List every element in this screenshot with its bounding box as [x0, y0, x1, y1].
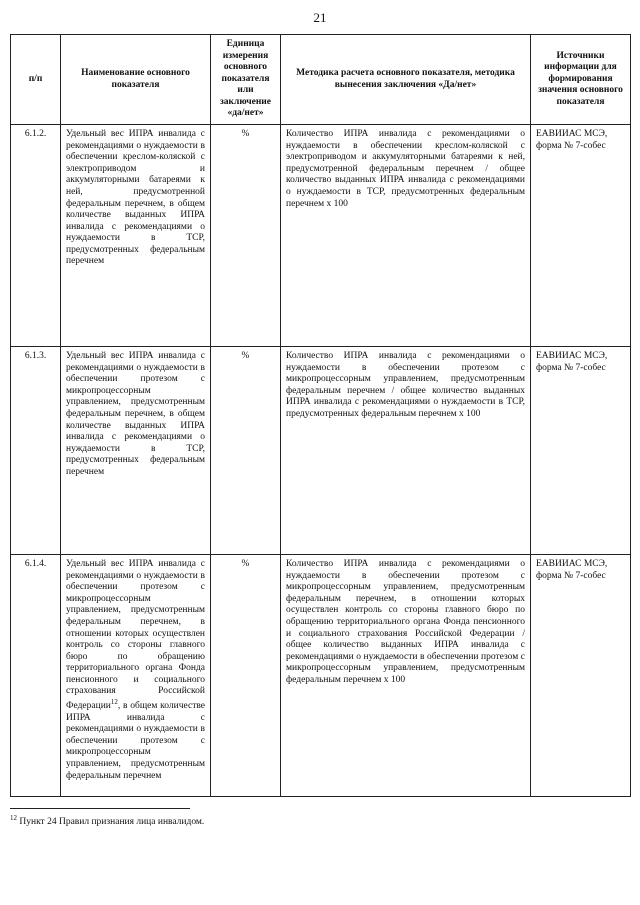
- indicator-name: Удельный вес ИПРА инвалида с рекомендациями о нуждаемости в обеспечении креслом-коляской с электроприводом и аккумуляторными батареями к ней, предусмотренной федеральным перечнем, в общем количестве выданных ИПРА инвалида с рекомендациями о нуждаемости в ТСР, предусмотренных федеральным перечнем: [61, 125, 211, 347]
- footnote: [10, 814, 630, 827]
- header-name: Наименование основного показателя: [61, 35, 211, 125]
- method-cell: Количество ИПРА инвалида с рекомендациями о нуждаемости в обеспечении протезом с микропроцессорным управлением, предусмотренным федеральным перечнем / общее количество выданных ИПРА инвалида с рекомендациями о нуждаемости в ТСР, предусмотренных федеральным перечнем х 100: [281, 347, 531, 555]
- unit-cell: %: [211, 347, 281, 555]
- header-method: Методика расчета основного показателя, методика вынесения заключения «Да/нет»: [281, 35, 531, 125]
- unit-cell: %: [211, 555, 281, 797]
- footnote-ref: 12: [110, 697, 118, 706]
- source-form: форма № 7-собес: [536, 362, 606, 373]
- source-form: форма № 7-собес: [536, 140, 606, 151]
- row-number: 6.1.3.: [11, 347, 61, 555]
- method-cell: Количество ИПРА инвалида с рекомендациями о нуждаемости в обеспечении протезом с микропроцессорным управлением, предусмотренным федеральным перечнем, в отношении которых осуществлен контроль со стороны главного бюро по обращению территориального органа Фонда пенсионного и социального страхования Российской Федерации / общее количество выданных ИПРА инвалида с рекомендациями о нуждаемости в обеспечении протезом с микропроцессорным управлением, предусмотренным федеральным перечнем х 100: [281, 555, 531, 797]
- row-number: 6.1.2.: [11, 125, 61, 347]
- header-unit: Единица измерения основного показателя или заключение «да/нет»: [211, 35, 281, 125]
- footnote-mark: 12: [10, 814, 17, 822]
- footnote-divider: [10, 808, 190, 809]
- table-row: [11, 347, 631, 555]
- header-source: Источники информации для формирования значения основного показателя: [531, 35, 631, 125]
- indicator-name: [61, 555, 211, 797]
- source-system: ЕАВИИАС МСЭ,: [536, 351, 608, 362]
- page-number: 21: [313, 10, 327, 25]
- row-number: 6.1.4.: [11, 555, 61, 797]
- indicators-table: [10, 34, 631, 797]
- unit-cell: %: [211, 125, 281, 347]
- header-num: п/п: [11, 35, 61, 125]
- source-form: форма № 7-собес: [536, 570, 606, 581]
- table-header-row: [11, 35, 631, 125]
- source-cell: [531, 347, 631, 555]
- source-system: ЕАВИИАС МСЭ,: [536, 559, 608, 570]
- table-row: [11, 555, 631, 797]
- footnote-text: Пункт 24 Правил признания лица инвалидом.: [17, 817, 205, 828]
- indicator-name-part: Удельный вес ИПРА инвалида с рекомендациями о нуждаемости в обеспечении протезом с микропроцессорным управлением, предусмотренным федеральным перечнем, в отношении которых осуществлен контроль со стороны главного бюро по обращению территориального органа Фонда пенсионного и социального страхования Российской Федерации: [66, 559, 205, 712]
- table-row: [11, 125, 631, 347]
- indicator-name: Удельный вес ИПРА инвалида с рекомендациями о нуждаемости в обеспечении протезом с микропроцессорным управлением, предусмотренным федеральным перечнем, в общем количестве выданных ИПРА инвалида с рекомендациями о нуждаемости в ТСР, предусмотренных федеральным перечнем: [61, 347, 211, 555]
- indicator-name-part: , в общем количестве ИПРА инвалида с рекомендациями о нуждаемости в обеспечении протезом с микропроцессорным управлением, предусмотренным федеральным перечнем: [66, 701, 205, 781]
- source-cell: [531, 125, 631, 347]
- method-cell: Количество ИПРА инвалида с рекомендациями о нуждаемости в обеспечении креслом-коляской с электроприводом и аккумуляторными батареями к ней, предусмотренной федеральным перечнем / общее количество выданных ИПРА инвалида с рекомендациями о нуждаемости в ТСР, предусмотренных федеральным перечнем х 100: [281, 125, 531, 347]
- source-system: ЕАВИИАС МСЭ,: [536, 129, 608, 140]
- source-cell: [531, 555, 631, 797]
